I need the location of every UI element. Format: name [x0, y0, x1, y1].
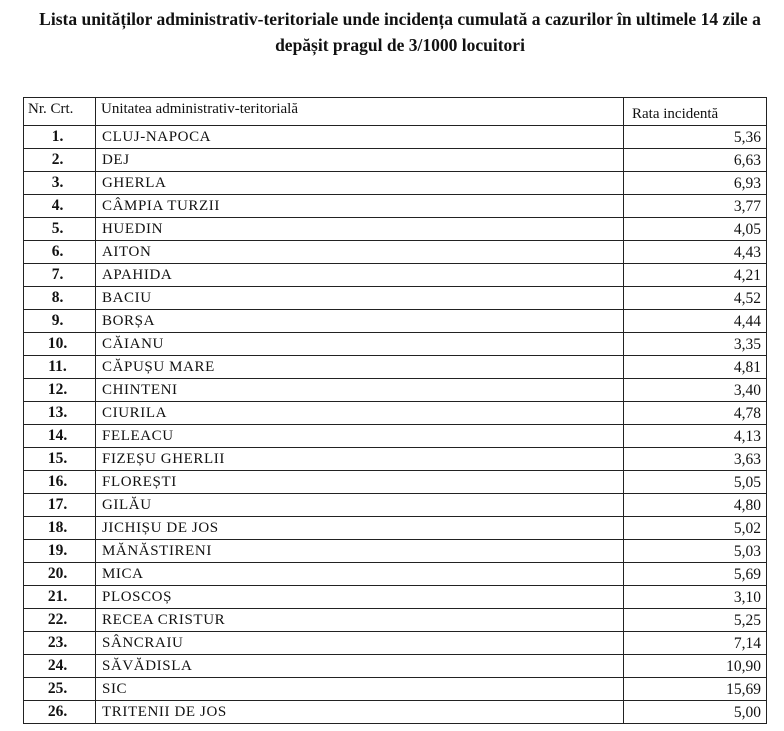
- table-row: [24, 172, 767, 195]
- row-number: 4.: [24, 195, 96, 218]
- unit-name: MICA: [96, 563, 624, 586]
- incidence-rate: 4,52: [624, 287, 767, 310]
- table-row: [24, 655, 767, 678]
- incidence-rate: 4,43: [624, 241, 767, 264]
- unit-name: HUEDIN: [96, 218, 624, 241]
- table-row: [24, 149, 767, 172]
- incidence-rate: 5,03: [624, 540, 767, 563]
- unit-name: BORȘA: [96, 310, 624, 333]
- table-row: [24, 195, 767, 218]
- incidence-rate: 3,63: [624, 448, 767, 471]
- table-row: [24, 701, 767, 724]
- title-line-2: depășit pragul de 3/1000 locuitori: [275, 35, 525, 55]
- incidence-rate: 4,21: [624, 264, 767, 287]
- incidence-rate: 7,14: [624, 632, 767, 655]
- incidence-rate: 5,25: [624, 609, 767, 632]
- row-number: 5.: [24, 218, 96, 241]
- incidence-rate: 4,44: [624, 310, 767, 333]
- table-row: [24, 310, 767, 333]
- unit-name: GILĂU: [96, 494, 624, 517]
- unit-name: SÂNCRAIU: [96, 632, 624, 655]
- row-number: 19.: [24, 540, 96, 563]
- table-row: [24, 402, 767, 425]
- incidence-rate: 3,77: [624, 195, 767, 218]
- incidence-rate: 10,90: [624, 655, 767, 678]
- incidence-rate: 5,36: [624, 126, 767, 149]
- document-title: [20, 6, 780, 58]
- table-row: [24, 540, 767, 563]
- title-line-1: Lista unităților administrativ-teritoriale unde incidența cumulată a cazurilor în ultimele 14 zile a: [39, 9, 761, 29]
- row-number: 23.: [24, 632, 96, 655]
- unit-name: FELEACU: [96, 425, 624, 448]
- unit-name: MĂNĂSTIRENI: [96, 540, 624, 563]
- table-row: [24, 678, 767, 701]
- table-row: [24, 563, 767, 586]
- table-row: [24, 632, 767, 655]
- incidence-rate: 4,13: [624, 425, 767, 448]
- row-number: 14.: [24, 425, 96, 448]
- unit-name: RECEA CRISTUR: [96, 609, 624, 632]
- unit-name: PLOSCOȘ: [96, 586, 624, 609]
- unit-name: CĂPUȘU MARE: [96, 356, 624, 379]
- unit-name: TRITENII DE JOS: [96, 701, 624, 724]
- incidence-rate: 6,63: [624, 149, 767, 172]
- unit-name: CĂIANU: [96, 333, 624, 356]
- unit-name: APAHIDA: [96, 264, 624, 287]
- unit-name: SĂVĂDISLA: [96, 655, 624, 678]
- header-incidence-rate: Rata incidentă: [624, 98, 767, 126]
- header-nr-crt: Nr. Crt.: [24, 98, 96, 126]
- unit-name: JICHIȘU DE JOS: [96, 517, 624, 540]
- row-number: 8.: [24, 287, 96, 310]
- incidence-rate: 4,05: [624, 218, 767, 241]
- unit-name: BACIU: [96, 287, 624, 310]
- incidence-table: [23, 97, 767, 724]
- table-row: [24, 241, 767, 264]
- table-row: [24, 471, 767, 494]
- table-row: [24, 448, 767, 471]
- incidence-rate: 6,93: [624, 172, 767, 195]
- row-number: 10.: [24, 333, 96, 356]
- row-number: 16.: [24, 471, 96, 494]
- row-number: 2.: [24, 149, 96, 172]
- table-row: [24, 218, 767, 241]
- table-body: [24, 126, 767, 724]
- table-header-row: [24, 98, 767, 126]
- incidence-rate: 15,69: [624, 678, 767, 701]
- table-row: [24, 287, 767, 310]
- unit-name: FLOREȘTI: [96, 471, 624, 494]
- row-number: 1.: [24, 126, 96, 149]
- unit-name: CLUJ-NAPOCA: [96, 126, 624, 149]
- incidence-rate: 5,00: [624, 701, 767, 724]
- row-number: 20.: [24, 563, 96, 586]
- unit-name: CÂMPIA TURZII: [96, 195, 624, 218]
- row-number: 15.: [24, 448, 96, 471]
- table-row: [24, 425, 767, 448]
- table-row: [24, 126, 767, 149]
- incidence-rate: 5,02: [624, 517, 767, 540]
- row-number: 13.: [24, 402, 96, 425]
- incidence-rate: 4,81: [624, 356, 767, 379]
- unit-name: AITON: [96, 241, 624, 264]
- unit-name: GHERLA: [96, 172, 624, 195]
- row-number: 21.: [24, 586, 96, 609]
- incidence-rate: 3,35: [624, 333, 767, 356]
- row-number: 26.: [24, 701, 96, 724]
- unit-name: CHINTENI: [96, 379, 624, 402]
- row-number: 6.: [24, 241, 96, 264]
- unit-name: SIC: [96, 678, 624, 701]
- table-row: [24, 333, 767, 356]
- row-number: 9.: [24, 310, 96, 333]
- incidence-rate: 4,78: [624, 402, 767, 425]
- unit-name: FIZEȘU GHERLII: [96, 448, 624, 471]
- row-number: 18.: [24, 517, 96, 540]
- table-row: [24, 586, 767, 609]
- header-unit-name: Unitatea administrativ-teritorială: [96, 98, 624, 126]
- row-number: 11.: [24, 356, 96, 379]
- row-number: 22.: [24, 609, 96, 632]
- row-number: 7.: [24, 264, 96, 287]
- unit-name: CIURILA: [96, 402, 624, 425]
- table-row: [24, 264, 767, 287]
- unit-name: DEJ: [96, 149, 624, 172]
- table-row: [24, 517, 767, 540]
- table-row: [24, 609, 767, 632]
- incidence-rate: 3,10: [624, 586, 767, 609]
- row-number: 25.: [24, 678, 96, 701]
- incidence-rate: 3,40: [624, 379, 767, 402]
- row-number: 24.: [24, 655, 96, 678]
- row-number: 17.: [24, 494, 96, 517]
- row-number: 3.: [24, 172, 96, 195]
- table-row: [24, 379, 767, 402]
- incidence-rate: 5,69: [624, 563, 767, 586]
- incidence-rate: 5,05: [624, 471, 767, 494]
- incidence-rate: 4,80: [624, 494, 767, 517]
- table-row: [24, 356, 767, 379]
- row-number: 12.: [24, 379, 96, 402]
- table-row: [24, 494, 767, 517]
